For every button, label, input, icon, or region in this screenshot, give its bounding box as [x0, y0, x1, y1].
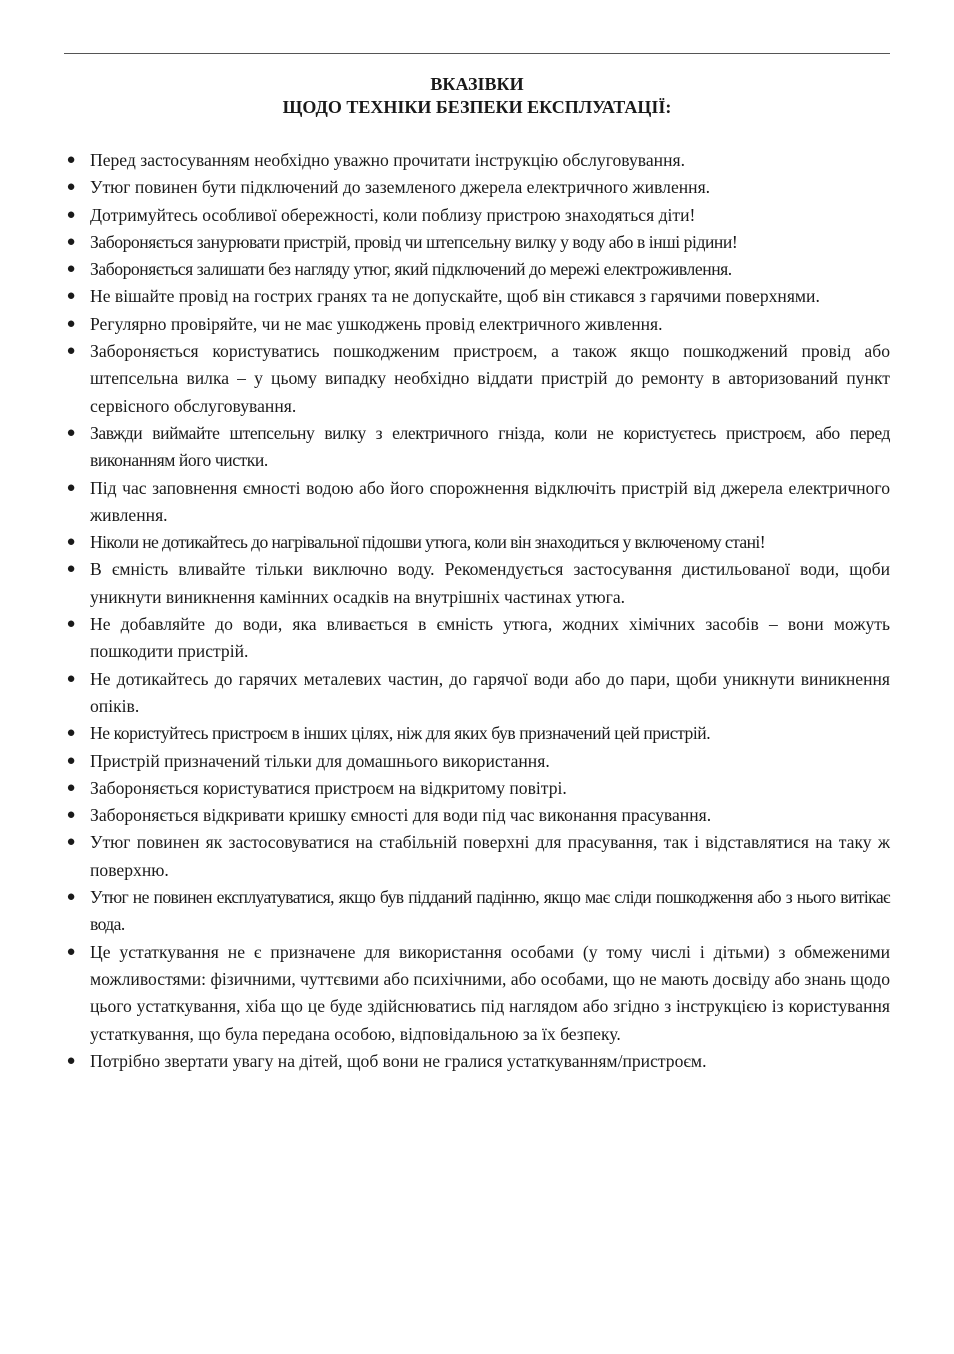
- bullet-icon: ●: [66, 889, 76, 906]
- bullet-icon: ●: [66, 233, 76, 250]
- bullet-icon: ●: [66, 1052, 76, 1069]
- list-item: ● Не добавляйте до води, яка вливається в ємність утюга, жодних хімічних засобів – вони можуть пошкодити пристрій.: [64, 611, 890, 666]
- bullet-icon: ●: [66, 424, 76, 441]
- list-item: ● Забороняється занурювати пристрій, провід чи штепсельну вилку у воду або в інші рідини!: [64, 229, 890, 256]
- list-item: ● Забороняється залишати без нагляду утюг, який підключений до мережі електроживлення.: [64, 256, 890, 283]
- bullet-icon: ●: [66, 561, 76, 578]
- list-item: ● Регулярно провіряйте, чи не має ушкоджень провід електричного живлення.: [64, 311, 890, 338]
- bullet-icon: ●: [66, 479, 76, 496]
- list-item: ● Потрібно звертати увагу на дітей, щоб вони не гралися устаткуванням/пристроєм.: [64, 1048, 890, 1075]
- bullet-icon: ●: [66, 315, 76, 332]
- bullet-icon: ●: [66, 752, 76, 769]
- bullet-icon: ●: [66, 206, 76, 223]
- bullet-icon: ●: [66, 779, 76, 796]
- list-item: ● Пристрій призначений тільки для домашнього використання.: [64, 748, 890, 775]
- list-item: ● Забороняється користуватися пристроєм на відкритому повітрі.: [64, 775, 890, 802]
- bullet-icon: ●: [66, 725, 76, 742]
- bullet-icon: ●: [66, 834, 76, 851]
- list-item: ● Утюг повинен як застосовуватися на стабільній поверхні для прасування, так і відставлятися на таку ж поверхню.: [64, 829, 890, 884]
- list-item: ● Утюг повинен бути підключений до заземленого джерела електричного живлення.: [64, 174, 890, 201]
- list-item: ● Забороняється користуватись пошкодженим пристроєм, а також якщо пошкоджений провід або штепсельна вилка – у цьому випадку необхідно віддати пристрій до ремонту в авторизований пункт сервісного обслуговування.: [64, 338, 890, 420]
- safety-instructions-list: [64, 147, 890, 1075]
- list-item: ● Ніколи не дотикайтесь до нагрівальної підошви утюга, коли він знаходиться у включеному стані!: [64, 529, 890, 556]
- bullet-icon: ●: [66, 534, 76, 551]
- bullet-icon: ●: [66, 943, 76, 960]
- bullet-icon: ●: [66, 616, 76, 633]
- list-item: ● Дотримуйтесь особливої обережності, коли поблизу пристрою знаходяться діти!: [64, 202, 890, 229]
- bullet-icon: ●: [66, 261, 76, 278]
- title-line-1: ВКАЗІВКИ: [430, 74, 524, 94]
- list-item: ● Перед застосуванням необхідно уважно прочитати інструкцію обслуговування.: [64, 147, 890, 174]
- list-item: ● В ємність вливайте тільки виключно воду. Рекомендується застосування дистильованої води, щоби уникнути виникнення камінних осадків на внутрішніх частинах утюга.: [64, 556, 890, 611]
- bullet-icon: ●: [66, 807, 76, 824]
- list-item: ● Під час заповнення ємності водою або його спорожнення відключіть пристрій від джерела електричного живлення.: [64, 475, 890, 530]
- title-line-2: ЩОДО ТЕХНІКИ БЕЗПЕКИ ЕКСПЛУАТАЦІЇ:: [282, 97, 672, 117]
- bullet-icon: ●: [66, 670, 76, 687]
- list-item: ● Не вішайте провід на гострих гранях та не допускайте, щоб він стикався з гарячими поверхнями.: [64, 283, 890, 310]
- list-item: ● Не дотикайтесь до гарячих металевих частин, до гарячої води або до пари, щоби уникнути виникнення опіків.: [64, 666, 890, 721]
- list-item: ● Забороняється відкривати кришку ємності для води під час виконання прасування.: [64, 802, 890, 829]
- top-divider: [64, 53, 890, 54]
- list-item: ● Завжди виймайте штепсельну вилку з електричного гнізда, коли не користуєтесь пристроєм, або перед виконанням його чистки.: [64, 420, 890, 475]
- list-item: ● Не користуйтесь пристроєм в інших цілях, ніж для яких був призначений цей пристрій.: [64, 720, 890, 747]
- bullet-icon: ●: [66, 179, 76, 196]
- page-title: [64, 73, 890, 119]
- list-item: ● Утюг не повинен експлуатуватися, якщо був підданий падінню, якщо має сліди пошкодження або з нього витікає вода.: [64, 884, 890, 939]
- bullet-icon: ●: [66, 152, 76, 168]
- list-item: ● Це устаткування не є призначене для використання особами (у тому числі і дітьми) з обмеженими можливостями: фізичними, чуттєвими або психічними, або особами, що не мають досвіду або знань щодо цього устаткування, хіба що це буде здійснюватись під наглядом або згідно з інструкцією із користування устаткування, що була передана особою, відповідальною за їх безпеку.: [64, 939, 890, 1048]
- bullet-icon: ●: [66, 288, 76, 305]
- bullet-icon: ●: [66, 343, 76, 360]
